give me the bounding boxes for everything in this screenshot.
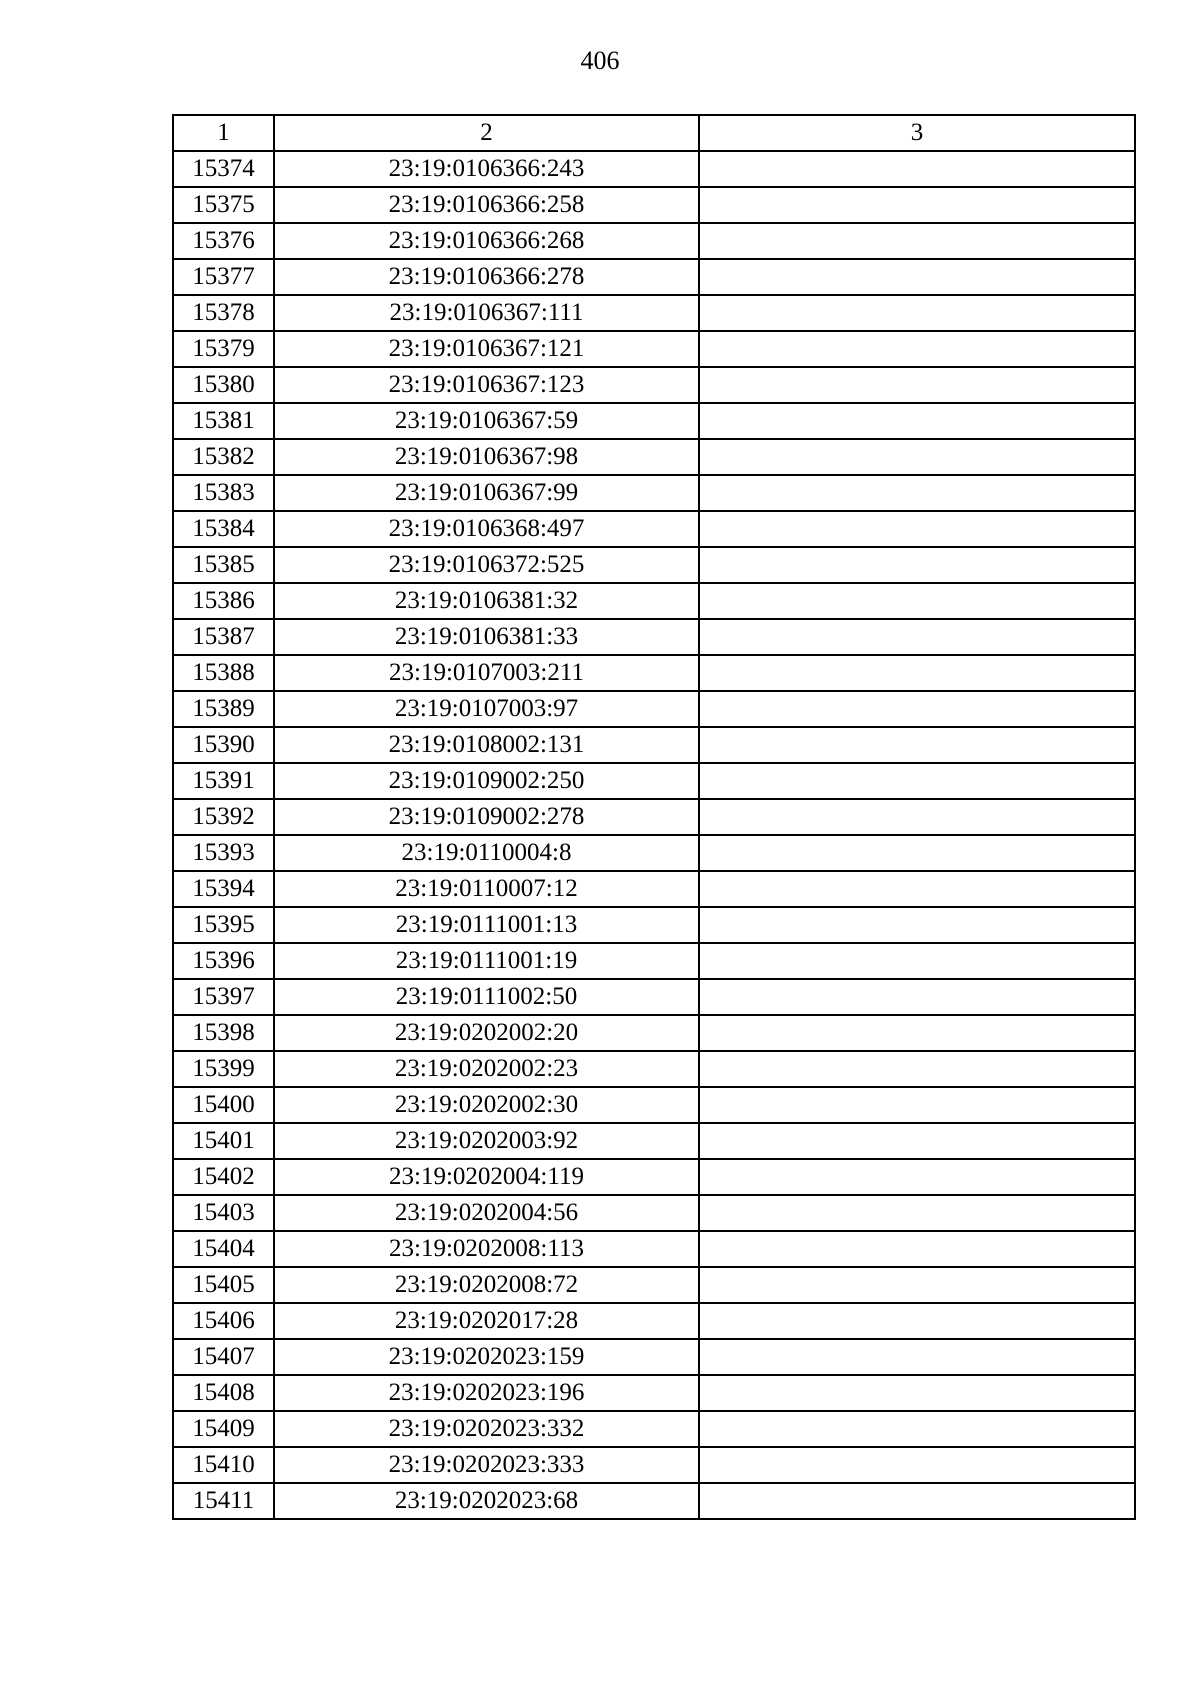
row-number-cell: 15380	[173, 367, 274, 403]
row-number-cell: 15381	[173, 403, 274, 439]
table-row	[173, 511, 1135, 547]
row-number-cell: 15387	[173, 619, 274, 655]
cadastral-number-cell: 23:19:0109002:278	[274, 799, 699, 835]
notes-cell	[699, 1339, 1135, 1375]
cadastral-number-cell: 23:19:0111002:50	[274, 979, 699, 1015]
row-number-cell: 15409	[173, 1411, 274, 1447]
row-number-cell: 15400	[173, 1087, 274, 1123]
cadastral-number-cell: 23:19:0106367:123	[274, 367, 699, 403]
cadastral-number-cell: 23:19:0110004:8	[274, 835, 699, 871]
cadastral-number-cell: 23:19:0106381:33	[274, 619, 699, 655]
table-row	[173, 187, 1135, 223]
notes-cell	[699, 907, 1135, 943]
cadastral-number-cell: 23:19:0202003:92	[274, 1123, 699, 1159]
row-number-cell: 15397	[173, 979, 274, 1015]
cadastral-table	[172, 114, 1136, 1520]
table-row	[173, 1303, 1135, 1339]
table-body	[173, 151, 1135, 1519]
cadastral-number-cell: 23:19:0202023:68	[274, 1483, 699, 1519]
table-row	[173, 1231, 1135, 1267]
notes-cell	[699, 1231, 1135, 1267]
cadastral-number-cell: 23:19:0106381:32	[274, 583, 699, 619]
cadastral-number-cell: 23:19:0202004:56	[274, 1195, 699, 1231]
cadastral-number-cell: 23:19:0106367:59	[274, 403, 699, 439]
row-number-cell: 15382	[173, 439, 274, 475]
row-number-cell: 15399	[173, 1051, 274, 1087]
row-number-cell: 15406	[173, 1303, 274, 1339]
row-number-cell: 15392	[173, 799, 274, 835]
cadastral-number-cell: 23:19:0202023:333	[274, 1447, 699, 1483]
cadastral-number-cell: 23:19:0202008:113	[274, 1231, 699, 1267]
notes-cell	[699, 583, 1135, 619]
column-header-1: 1	[173, 115, 274, 151]
cadastral-number-cell: 23:19:0202002:30	[274, 1087, 699, 1123]
table-row	[173, 439, 1135, 475]
notes-cell	[699, 835, 1135, 871]
cadastral-number-cell: 23:19:0202004:119	[274, 1159, 699, 1195]
cadastral-number-cell: 23:19:0106367:98	[274, 439, 699, 475]
table-row	[173, 367, 1135, 403]
table-row	[173, 1267, 1135, 1303]
row-number-cell: 15408	[173, 1375, 274, 1411]
notes-cell	[699, 979, 1135, 1015]
row-number-cell: 15405	[173, 1267, 274, 1303]
notes-cell	[699, 1267, 1135, 1303]
row-number-cell: 15394	[173, 871, 274, 907]
table-row	[173, 619, 1135, 655]
table-row	[173, 1159, 1135, 1195]
page-number: 406	[580, 46, 620, 75]
row-number-cell: 15376	[173, 223, 274, 259]
table-row	[173, 547, 1135, 583]
table-row	[173, 763, 1135, 799]
notes-cell	[699, 1123, 1135, 1159]
cadastral-number-cell: 23:19:0109002:250	[274, 763, 699, 799]
cadastral-number-cell: 23:19:0202002:20	[274, 1015, 699, 1051]
column-header-3: 3	[699, 115, 1135, 151]
table-row	[173, 331, 1135, 367]
table-row	[173, 151, 1135, 187]
row-number-cell: 15390	[173, 727, 274, 763]
row-number-cell: 15396	[173, 943, 274, 979]
row-number-cell: 15404	[173, 1231, 274, 1267]
notes-cell	[699, 259, 1135, 295]
row-number-cell: 15402	[173, 1159, 274, 1195]
cadastral-number-cell: 23:19:0202017:28	[274, 1303, 699, 1339]
notes-cell	[699, 475, 1135, 511]
notes-cell	[699, 511, 1135, 547]
cadastral-number-cell: 23:19:0202002:23	[274, 1051, 699, 1087]
row-number-cell: 15386	[173, 583, 274, 619]
table-row	[173, 583, 1135, 619]
table-row	[173, 1015, 1135, 1051]
table-row	[173, 1195, 1135, 1231]
table-row	[173, 1339, 1135, 1375]
table-row	[173, 1375, 1135, 1411]
notes-cell	[699, 1411, 1135, 1447]
table-row	[173, 727, 1135, 763]
notes-cell	[699, 439, 1135, 475]
row-number-cell: 15403	[173, 1195, 274, 1231]
cadastral-number-cell: 23:19:0110007:12	[274, 871, 699, 907]
notes-cell	[699, 1303, 1135, 1339]
notes-cell	[699, 1159, 1135, 1195]
table-row	[173, 1087, 1135, 1123]
table-row	[173, 295, 1135, 331]
cadastral-number-cell: 23:19:0111001:19	[274, 943, 699, 979]
cadastral-number-cell: 23:19:0202023:332	[274, 1411, 699, 1447]
row-number-cell: 15384	[173, 511, 274, 547]
notes-cell	[699, 763, 1135, 799]
notes-cell	[699, 367, 1135, 403]
row-number-cell: 15395	[173, 907, 274, 943]
table-row	[173, 655, 1135, 691]
table-row	[173, 907, 1135, 943]
row-number-cell: 15411	[173, 1483, 274, 1519]
row-number-cell: 15378	[173, 295, 274, 331]
table-row	[173, 979, 1135, 1015]
row-number-cell: 15379	[173, 331, 274, 367]
table-row	[173, 835, 1135, 871]
notes-cell	[699, 871, 1135, 907]
notes-cell	[699, 1087, 1135, 1123]
table-row	[173, 1483, 1135, 1519]
row-number-cell: 15407	[173, 1339, 274, 1375]
cadastral-number-cell: 23:19:0202023:196	[274, 1375, 699, 1411]
table-header-row	[173, 115, 1135, 151]
cadastral-number-cell: 23:19:0202023:159	[274, 1339, 699, 1375]
table-row	[173, 799, 1135, 835]
table-row	[173, 475, 1135, 511]
notes-cell	[699, 1375, 1135, 1411]
row-number-cell: 15393	[173, 835, 274, 871]
notes-cell	[699, 799, 1135, 835]
row-number-cell: 15398	[173, 1015, 274, 1051]
cadastral-number-cell: 23:19:0106366:268	[274, 223, 699, 259]
table-row	[173, 871, 1135, 907]
row-number-cell: 15385	[173, 547, 274, 583]
cadastral-number-cell: 23:19:0106367:99	[274, 475, 699, 511]
table-row	[173, 943, 1135, 979]
cadastral-number-cell: 23:19:0106366:243	[274, 151, 699, 187]
row-number-cell: 15401	[173, 1123, 274, 1159]
row-number-cell: 15388	[173, 655, 274, 691]
notes-cell	[699, 547, 1135, 583]
row-number-cell: 15375	[173, 187, 274, 223]
table-row	[173, 1051, 1135, 1087]
cadastral-number-cell: 23:19:0106366:278	[274, 259, 699, 295]
notes-cell	[699, 943, 1135, 979]
notes-cell	[699, 655, 1135, 691]
cadastral-number-cell: 23:19:0106367:111	[274, 295, 699, 331]
notes-cell	[699, 1051, 1135, 1087]
notes-cell	[699, 187, 1135, 223]
cadastral-number-cell: 23:19:0107003:211	[274, 655, 699, 691]
notes-cell	[699, 619, 1135, 655]
row-number-cell: 15374	[173, 151, 274, 187]
cadastral-number-cell: 23:19:0111001:13	[274, 907, 699, 943]
table-row	[173, 1447, 1135, 1483]
cadastral-number-cell: 23:19:0106366:258	[274, 187, 699, 223]
notes-cell	[699, 1015, 1135, 1051]
row-number-cell: 15377	[173, 259, 274, 295]
table-row	[173, 403, 1135, 439]
cadastral-number-cell: 23:19:0106367:121	[274, 331, 699, 367]
row-number-cell: 15383	[173, 475, 274, 511]
notes-cell	[699, 727, 1135, 763]
notes-cell	[699, 403, 1135, 439]
table-row	[173, 1123, 1135, 1159]
cadastral-number-cell: 23:19:0202008:72	[274, 1267, 699, 1303]
row-number-cell: 15410	[173, 1447, 274, 1483]
cadastral-number-cell: 23:19:0108002:131	[274, 727, 699, 763]
cadastral-number-cell: 23:19:0106372:525	[274, 547, 699, 583]
notes-cell	[699, 331, 1135, 367]
row-number-cell: 15391	[173, 763, 274, 799]
cadastral-number-cell: 23:19:0106368:497	[274, 511, 699, 547]
table-row	[173, 223, 1135, 259]
notes-cell	[699, 691, 1135, 727]
notes-cell	[699, 223, 1135, 259]
table-row	[173, 691, 1135, 727]
notes-cell	[699, 151, 1135, 187]
cadastral-number-cell: 23:19:0107003:97	[274, 691, 699, 727]
column-header-2: 2	[274, 115, 699, 151]
notes-cell	[699, 1195, 1135, 1231]
row-number-cell: 15389	[173, 691, 274, 727]
notes-cell	[699, 295, 1135, 331]
notes-cell	[699, 1483, 1135, 1519]
notes-cell	[699, 1447, 1135, 1483]
table-row	[173, 1411, 1135, 1447]
table-row	[173, 259, 1135, 295]
